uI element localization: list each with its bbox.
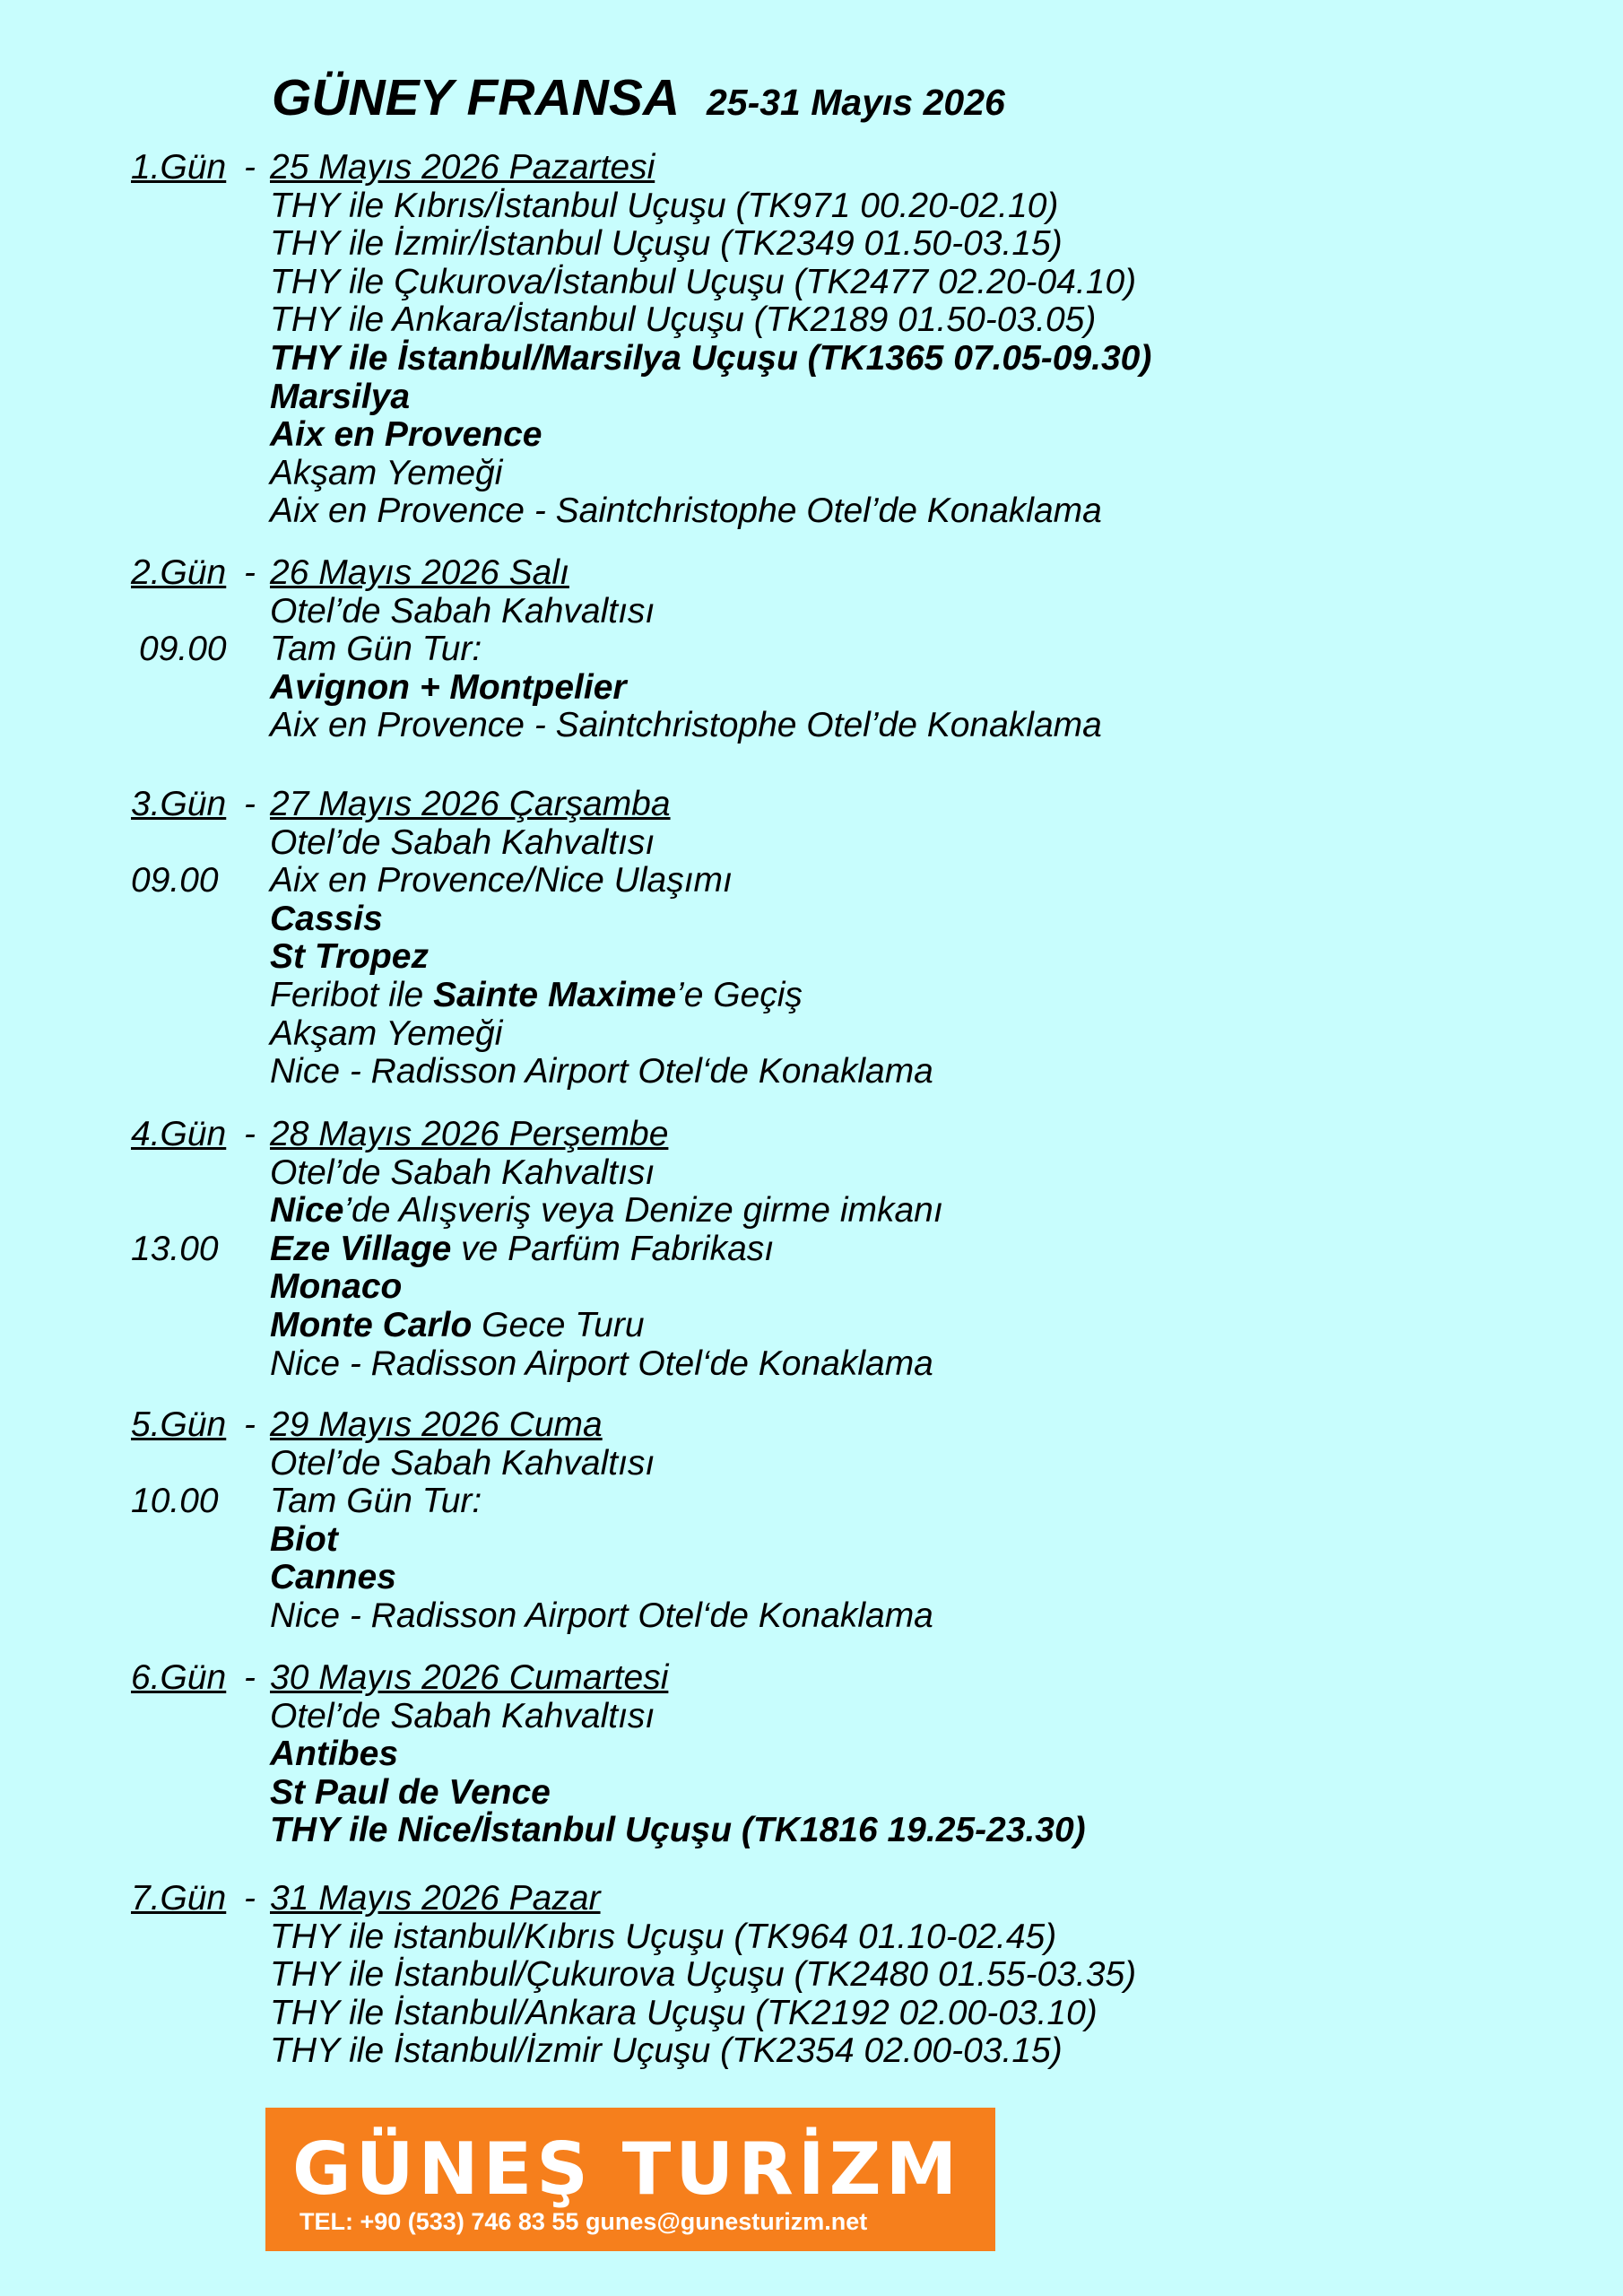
item-text	[270, 225, 1063, 264]
item-text-bold: THY ile İstanbul/Marsilya Uçuşu (TK1365 07.05-09.30)	[270, 338, 1152, 378]
item-text-bold: Nice	[270, 1191, 344, 1231]
item-text-part: THY ile Ankara/İstanbul Uçuşu (TK2189 01.50-03.05)	[270, 300, 1097, 340]
itinerary-item	[0, 378, 1623, 417]
item-text-part: Otel’de Sabah Kahvaltısı	[270, 1443, 655, 1483]
item-text	[270, 378, 410, 417]
item-text	[270, 1268, 402, 1307]
item-text	[270, 1597, 933, 1636]
day-dash: -	[244, 1115, 256, 1153]
day-label: 7.Gün	[131, 1879, 227, 1918]
day-date: 29 Mayıs 2026 Cuma	[270, 1405, 603, 1444]
item-text	[270, 1735, 398, 1774]
day-header	[0, 786, 1623, 824]
item-text	[270, 631, 482, 669]
day-block	[0, 554, 1623, 745]
item-text	[270, 938, 429, 977]
item-text-part: Nice - Radisson Airport Otel‘de Konaklama	[270, 1052, 933, 1091]
title-main: GÜNEY FRANSA	[272, 69, 680, 126]
item-text	[270, 1918, 1056, 1957]
day-date: 28 Mayıs 2026 Perşembe	[270, 1115, 669, 1153]
item-text-part: Otel’de Sabah Kahvaltısı	[270, 822, 655, 862]
item-text-bold: Aix en Provence	[270, 415, 542, 455]
itinerary-item	[0, 1698, 1623, 1736]
item-text-part: Otel’de Sabah Kahvaltısı	[270, 1696, 655, 1735]
itinerary-item	[0, 1154, 1623, 1193]
itinerary-item	[0, 824, 1623, 863]
item-text-part: THY ile İstanbul/Ankara Uçuşu (TK2192 02.00-03.10)	[270, 1993, 1098, 2032]
item-text	[270, 1192, 943, 1231]
item-time: 09.00	[139, 630, 227, 669]
itinerary-item	[0, 1774, 1623, 1813]
day-header	[0, 554, 1623, 593]
item-time: 09.00	[131, 861, 219, 900]
item-text-part: Akşam Yemeği	[270, 1013, 503, 1053]
item-text-part: ’de Alışveriş veya Denize girme imkanı	[343, 1191, 943, 1231]
item-text	[270, 707, 1102, 745]
day-dash: -	[244, 1879, 256, 1918]
item-text-part: Akşam Yemeği	[270, 453, 503, 492]
day-header	[0, 1116, 1623, 1154]
item-text	[270, 1053, 933, 1091]
company-logo	[265, 2108, 995, 2251]
item-text	[270, 900, 383, 939]
itinerary-item	[0, 1918, 1623, 1957]
itinerary-item	[0, 1956, 1623, 1995]
item-text	[270, 264, 1136, 302]
item-text-part: Aix en Provence/Nice Ulaşımı	[270, 861, 733, 900]
day-label: 4.Gün	[131, 1115, 227, 1153]
itinerary-item	[0, 1735, 1623, 1774]
itinerary-item	[0, 938, 1623, 977]
itinerary-item	[0, 707, 1623, 745]
itinerary-item	[0, 1559, 1623, 1597]
itinerary-item	[0, 1307, 1623, 1345]
day-date: 26 Mayıs 2026 Salı	[270, 553, 569, 592]
item-text-part: THY ile istanbul/Kıbrıs Uçuşu (TK964 01.10-02.45)	[270, 1917, 1057, 1956]
item-text-part: THY ile İstanbul/Çukurova Uçuşu (TK2480 01.55-03.35)	[270, 1955, 1137, 1995]
itinerary-item	[0, 2032, 1623, 2071]
item-text-bold: Monaco	[270, 1267, 403, 1307]
item-text-bold: St Tropez	[270, 937, 429, 977]
itinerary-item	[0, 977, 1623, 1015]
itinerary-item	[0, 416, 1623, 455]
day-header	[0, 1659, 1623, 1698]
item-text	[270, 593, 655, 631]
item-text-part: THY ile İzmir/İstanbul Uçuşu (TK2349 01.50-03.15)	[270, 224, 1063, 264]
item-text	[270, 824, 655, 863]
item-text	[270, 1698, 655, 1736]
item-text-bold: Avignon + Montpelier	[270, 667, 627, 707]
item-text-bold: Cassis	[270, 899, 383, 938]
item-text-bold: Marsilya	[270, 377, 411, 416]
item-text	[270, 1956, 1136, 1995]
day-header	[0, 1880, 1623, 1918]
item-text-part: THY ile Çukurova/İstanbul Uçuşu (TK2477 02.20-04.10)	[270, 262, 1137, 301]
day-header	[0, 1406, 1623, 1445]
item-text	[270, 1307, 645, 1345]
item-text	[270, 1521, 338, 1560]
item-text-part: Gece Turu	[472, 1305, 645, 1344]
itinerary-item	[0, 455, 1623, 493]
item-text	[270, 416, 542, 455]
itinerary-item	[0, 1015, 1623, 1054]
day-dash: -	[244, 1658, 256, 1697]
item-text-part: ’e Geçiş	[676, 975, 803, 1014]
item-text	[270, 187, 1058, 226]
itinerary-item	[0, 669, 1623, 708]
day-date: 30 Mayıs 2026 Cumartesi	[270, 1658, 669, 1697]
itinerary-item	[0, 593, 1623, 631]
item-text-part: Otel’de Sabah Kahvaltısı	[270, 1152, 655, 1192]
item-text-part: THY ile Kıbrıs/İstanbul Uçuşu (TK971 00.20-02.10)	[270, 186, 1059, 225]
itinerary-item	[0, 187, 1623, 226]
item-text-bold: Biot	[270, 1519, 338, 1559]
item-text	[270, 1812, 1086, 1850]
day-dash: -	[244, 148, 256, 187]
itinerary-item	[0, 1345, 1623, 1384]
item-text	[270, 977, 803, 1015]
day-date: 25 Mayıs 2026 Pazartesi	[270, 148, 655, 187]
item-text-part: Nice - Radisson Airport Otel‘de Konaklama	[270, 1596, 933, 1635]
day-block	[0, 149, 1623, 531]
item-text	[270, 340, 1151, 378]
item-text-bold: Eze Village	[270, 1229, 452, 1268]
item-text	[270, 669, 627, 708]
itinerary-item	[0, 492, 1623, 531]
day-label: 3.Gün	[131, 785, 227, 823]
item-text-bold: Monte Carlo	[270, 1305, 473, 1344]
item-text-part: Nice - Radisson Airport Otel‘de Konaklama	[270, 1344, 933, 1383]
page-title	[272, 68, 1005, 127]
day-block	[0, 1659, 1623, 1850]
item-text-part: Feribot ile	[270, 975, 434, 1014]
itinerary-item	[0, 1812, 1623, 1850]
item-text	[270, 301, 1096, 340]
item-text-part: Aix en Provence - Saintchristophe Otel’de Konaklama	[270, 491, 1102, 531]
item-text-part: Tam Gün Tur:	[270, 1482, 482, 1521]
item-time: 13.00	[131, 1229, 219, 1268]
day-dash: -	[244, 785, 256, 823]
itinerary-item	[0, 1521, 1623, 1560]
item-text	[270, 1483, 482, 1521]
item-text-bold: Antibes	[270, 1735, 399, 1774]
logo-contact: TEL: +90 (533) 746 83 55 gunes@gunesturizm.net	[299, 2208, 868, 2235]
day-date: 27 Mayıs 2026 Çarşamba	[270, 785, 671, 823]
day-block	[0, 1116, 1623, 1383]
itinerary-item	[0, 1483, 1623, 1521]
item-text-bold: St Paul de Vence	[270, 1772, 551, 1812]
item-text	[270, 1345, 933, 1384]
day-block	[0, 1880, 1623, 2071]
item-text-bold: Cannes	[270, 1558, 396, 1597]
title-dates: 25-31 Mayıs 2026	[707, 82, 1005, 123]
day-header	[0, 149, 1623, 187]
item-text	[270, 1015, 502, 1054]
item-text	[270, 2032, 1063, 2071]
day-label: 6.Gün	[131, 1658, 227, 1697]
itinerary-item	[0, 900, 1623, 939]
item-text	[270, 1445, 655, 1483]
itinerary-item	[0, 264, 1623, 302]
itinerary-item	[0, 1192, 1623, 1231]
item-time: 10.00	[131, 1482, 219, 1521]
item-text-part: ve Parfüm Fabrikası	[451, 1229, 775, 1268]
day-dash: -	[244, 1405, 256, 1444]
itinerary-item	[0, 631, 1623, 669]
item-text	[270, 1774, 551, 1813]
item-text	[270, 1154, 655, 1193]
day-dash: -	[244, 553, 256, 592]
item-text-bold: Sainte Maxime	[433, 975, 677, 1014]
item-text-part: Otel’de Sabah Kahvaltısı	[270, 591, 655, 631]
item-text-part: Aix en Provence - Saintchristophe Otel’de Konaklama	[270, 706, 1102, 745]
itinerary-item	[0, 1995, 1623, 2033]
itinerary-item	[0, 301, 1623, 340]
day-label: 5.Gün	[131, 1405, 227, 1444]
item-text-part: THY ile İstanbul/İzmir Uçuşu (TK2354 02.00-03.15)	[270, 2031, 1063, 2071]
itinerary-item	[0, 340, 1623, 378]
item-text	[270, 1231, 774, 1269]
item-text	[270, 492, 1102, 531]
day-block	[0, 786, 1623, 1091]
itinerary-item	[0, 862, 1623, 900]
day-label: 2.Gün	[131, 553, 227, 592]
item-text-part: Tam Gün Tur:	[270, 630, 482, 669]
itinerary-item	[0, 1597, 1623, 1636]
itinerary-item	[0, 1445, 1623, 1483]
item-text	[270, 1559, 396, 1597]
itinerary-item	[0, 1231, 1623, 1269]
logo-name: GÜNEŞ TURİZM	[292, 2127, 962, 2211]
itinerary-item	[0, 1053, 1623, 1091]
day-date: 31 Mayıs 2026 Pazar	[270, 1879, 601, 1918]
day-block	[0, 1406, 1623, 1636]
itinerary-item	[0, 1268, 1623, 1307]
item-text-bold: THY ile Nice/İstanbul Uçuşu (TK1816 19.25-23.30)	[270, 1811, 1086, 1850]
itinerary-item	[0, 225, 1623, 264]
item-text	[270, 1995, 1098, 2033]
item-text	[270, 455, 502, 493]
day-label: 1.Gün	[131, 148, 227, 187]
item-text	[270, 862, 733, 900]
